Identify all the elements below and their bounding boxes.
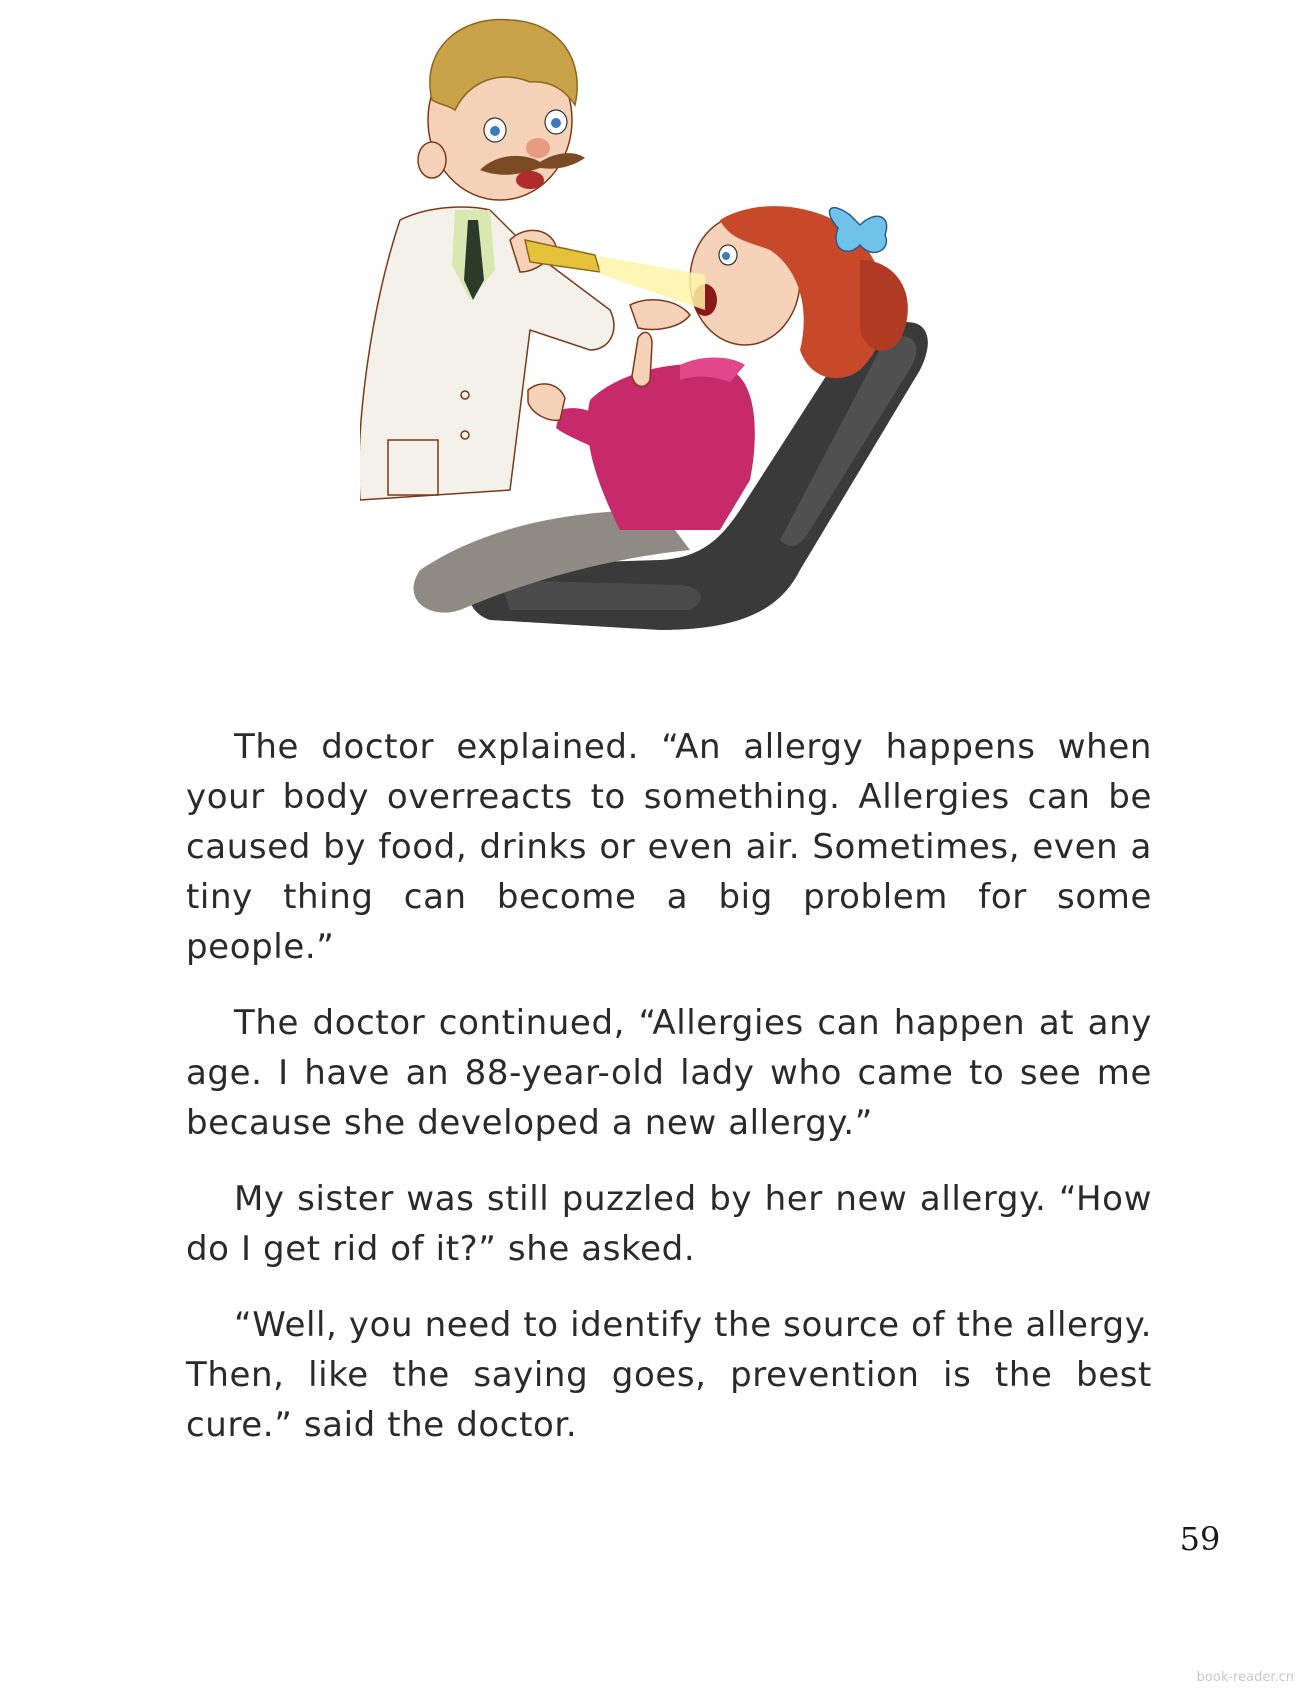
- doctor-examining-girl-illustration: [360, 10, 1020, 690]
- watermark: book-reader.cn: [1196, 1670, 1294, 1685]
- story-text: [186, 722, 1152, 1476]
- paragraph-1: The doctor explained. “An allergy happens when your body overreacts to something. Allergies can be caused by food, drinks or even air. Sometimes, even a tiny thing can become a big problem for some people.”: [186, 727, 1152, 967]
- paragraph-3: My sister was still puzzled by her new allergy. “How do I get rid of it?” she asked.: [186, 1179, 1152, 1269]
- paragraph-4: “Well, you need to identify the source of the allergy. Then, like the saying goes, prevention is the best cure.” said the doctor.: [186, 1305, 1152, 1445]
- paragraph-2: The doctor continued, “Allergies can happen at any age. I have an 88-year-old lady who came to see me because she developed a new allergy.”: [186, 1003, 1152, 1143]
- page-number: 59: [1179, 1520, 1221, 1558]
